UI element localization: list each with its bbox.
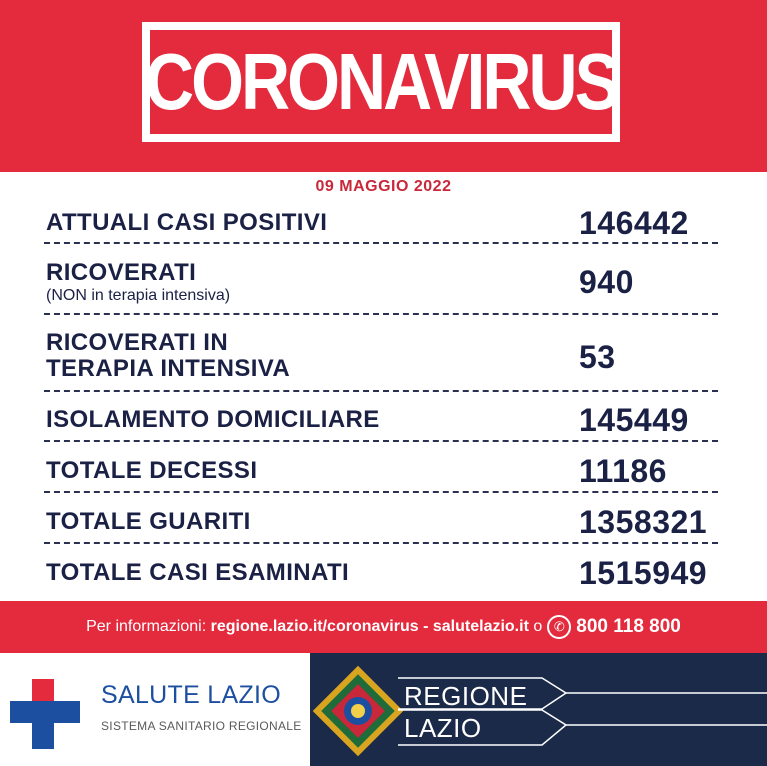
row-divider [44, 242, 718, 244]
phone-icon: ✆ [547, 615, 571, 639]
link-salutelazio[interactable]: salutelazio.it [432, 618, 529, 635]
phone-number[interactable]: 800 118 800 [576, 616, 681, 637]
salute-lazio-title: SALUTE LAZIO [101, 681, 282, 709]
report-date: 09 MAGGIO 2022 [315, 178, 452, 195]
row-divider [44, 440, 718, 442]
row-divider [44, 491, 718, 493]
stat-value: 1515949 [579, 555, 708, 591]
salute-lazio-subtitle: SISTEMA SANITARIO REGIONALE [101, 719, 302, 733]
stat-value: 11186 [579, 453, 667, 489]
stat-label: ATTUALI CASI POSITIVI [46, 209, 328, 236]
row-divider [44, 313, 718, 315]
row-divider [44, 390, 718, 392]
info-or: o [533, 618, 543, 635]
regione-title-line2: LAZIO [404, 713, 482, 743]
stat-value: 145449 [579, 402, 689, 438]
info-prefix: Per informazioni: [86, 618, 207, 635]
stat-value: 146442 [579, 205, 689, 241]
stat-label: RICOVERATI [46, 259, 197, 286]
title-plate [145, 30, 617, 134]
page-title: CORONAVIRUS [145, 37, 617, 127]
link-regione-coronavirus[interactable]: regione.lazio.it/coronavirus [210, 618, 419, 635]
stat-label: ISOLAMENTO DOMICILIARE [46, 406, 380, 433]
regione-title-line1: REGIONE [404, 681, 528, 711]
stat-label: RICOVERATI IN [46, 329, 229, 356]
header-banner [0, 0, 767, 172]
stat-value: 940 [579, 264, 634, 300]
row-divider [44, 542, 718, 544]
salute-lazio-logo-area [0, 653, 310, 766]
stat-value: 1358321 [579, 504, 708, 540]
stat-value: 53 [579, 339, 616, 375]
salute-cross-logo [10, 679, 80, 749]
info-dash: - [423, 618, 429, 635]
regione-emblem [310, 653, 767, 766]
stat-label: TOTALE GUARITI [46, 508, 251, 535]
regione-lazio-logo-area [310, 653, 767, 766]
stat-label: TOTALE DECESSI [46, 457, 258, 484]
title-frame [142, 22, 620, 142]
info-bar [0, 601, 767, 653]
stat-label: TOTALE CASI ESAMINATI [46, 559, 350, 586]
stat-sublabel: (NON in terapia intensiva) [46, 287, 231, 304]
stat-label: TERAPIA INTENSIVA [46, 355, 291, 382]
